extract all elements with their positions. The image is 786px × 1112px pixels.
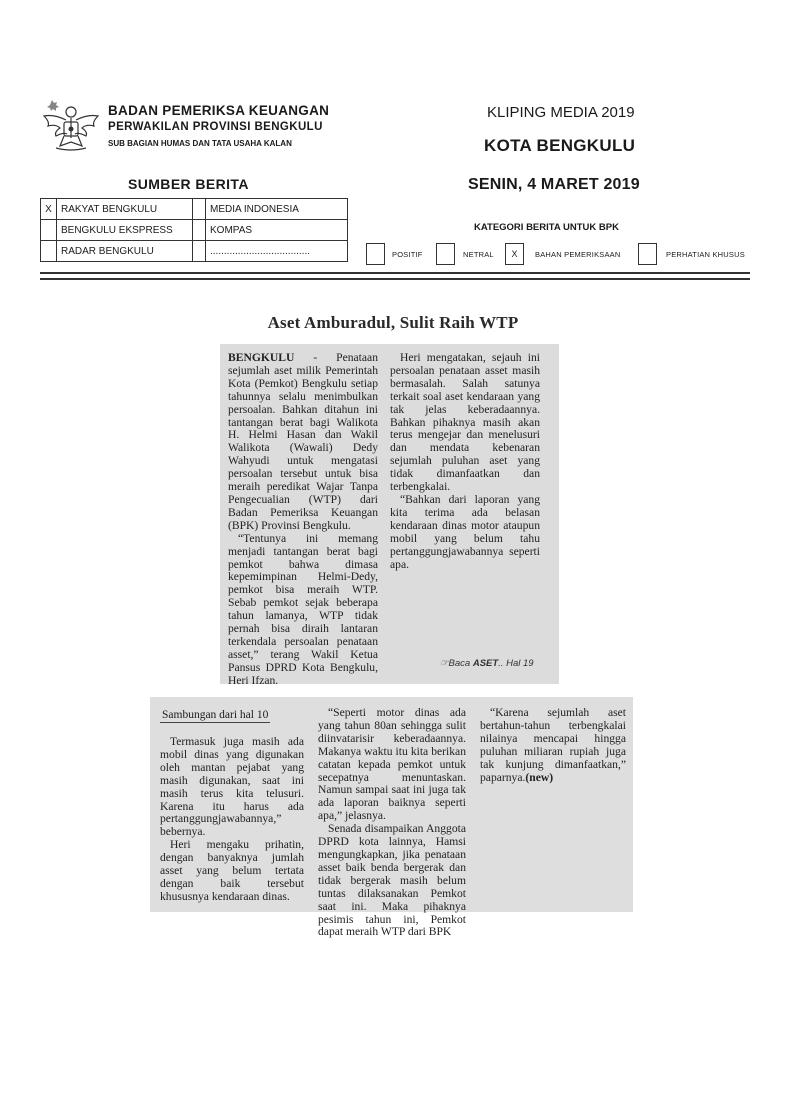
sumber-berita-title: SUMBER BERITA bbox=[128, 176, 249, 192]
article-paragraph: Heri mengatakan, sejauh ini persoalan penataan asset masih bermasalah. Salah satunya terkait soal aset kendaraan yang tak jelas keberadaannya. Bahkan pihaknya masih akan terus mengejar dan menelusuri dan mendata kebenaran sejumlah puluhan aset yang tidak dimanfaatkan dan terbengkalai. bbox=[390, 351, 540, 494]
kategori-netral-checkbox[interactable] bbox=[436, 243, 455, 265]
article-paragraph: Heri mengaku prihatin, dengan banyaknya jumlah asset yang belum tertata dengan baik tersebut khususnya kendaraan dinas. bbox=[160, 838, 304, 903]
article-column bbox=[228, 351, 378, 687]
source-name: KOMPAS bbox=[206, 220, 348, 241]
kliping-title: KLIPING MEDIA 2019 bbox=[487, 104, 635, 121]
article-paragraph: “Bahkan dari laporan yang kita terima ada belasan kendaraan dinas motor ataupun mobil yang belum tahu pertanggungjawabannya seperti apa. bbox=[390, 492, 540, 571]
article-dateline: BENGKULU bbox=[228, 351, 295, 364]
article-paragraph bbox=[228, 352, 378, 533]
source-name: RAKYAT BENGKULU bbox=[57, 199, 193, 220]
source-checkbox[interactable] bbox=[193, 199, 206, 220]
kategori-perhatian-checkbox[interactable] bbox=[638, 243, 657, 265]
source-name: .................................... bbox=[206, 241, 348, 262]
article-text: - Penataan sejumlah aset milik Pemerintah Kota (Pemkot) Bengkulu setiap tahunnya selalu menimbulkan persoalan. Bahkan ditahun ini tantangan berat bagi Walikota H. Helmi Hasan dan Wakil Walikota (Wawali) Dedy Wahyudi untuk mengatasi persoalan tersebut untuk bisa meraih peredikat Wajar Tanpa Pengecualian (WTP) dari Badan Pemeriksa Keuangan (BPK) Provinsi Bengkulu. bbox=[228, 351, 378, 532]
city-title: KOTA BENGKULU bbox=[484, 136, 636, 155]
source-checkbox[interactable] bbox=[193, 241, 206, 262]
kategori-title: KATEGORI BERITA UNTUK BPK bbox=[474, 222, 619, 233]
source-name: RADAR BENGKULU bbox=[57, 241, 193, 262]
article-paragraph: Termasuk juga masih ada mobil dinas yang digunakan oleh mantan pejabat yang masih digunakan, saat ini masih terus kita telusuri. Karena itu harus ada pertanggungjawabannya,” bebernya. bbox=[160, 735, 304, 839]
source-name: BENGKULU EKSPRESS bbox=[57, 220, 193, 241]
baca-page: .. Hal 19 bbox=[498, 658, 534, 669]
source-checkbox[interactable]: X bbox=[41, 199, 57, 220]
article-column bbox=[390, 352, 540, 656]
org-name: BADAN PEMERIKSA KEUANGAN bbox=[108, 103, 330, 118]
kategori-netral-label: NETRAL bbox=[463, 250, 494, 259]
table-row bbox=[41, 220, 348, 241]
table-row bbox=[41, 199, 348, 220]
article-text: “Karena sejumlah aset bertahun-tahun terbengkalai nilainya mencapai hingga puluhan miliaran rupiah juga tak kunjung dimanfaatkan,” paparnya. bbox=[480, 706, 626, 784]
kategori-bahan-label: BAHAN PEMERIKSAAN bbox=[535, 250, 621, 259]
baca-keyword: ASET bbox=[472, 658, 499, 669]
org-branch: PERWAKILAN PROVINSI BENGKULU bbox=[108, 121, 323, 133]
kategori-perhatian-label: PERHATIAN KHUSUS bbox=[666, 250, 745, 259]
baca-prefix: Baca bbox=[448, 658, 473, 669]
article-column bbox=[318, 706, 466, 939]
kategori-bahan-checkbox[interactable]: X bbox=[505, 243, 524, 265]
article-column bbox=[480, 707, 626, 903]
article-paragraph: “Seperti motor dinas ada yang tahun 80an sehingga sulit diinvatarisir keberadaannya. Makanya waktu itu kita berikan catatan kepada pemkot untuk secepatnya menuntaskan. Namun sampai saat ini juga tak ada laporan baiknya seperti apa,” jelasnya. bbox=[318, 706, 466, 823]
table-row bbox=[41, 241, 348, 262]
article-paragraph: “Tentunya ini memang menjadi tantangan berat bagi pemkot bahwa dimasa kepemimpinan Helmi-Dedy, pemkot bisa meraih WTP. Sebab pemkot sejak beberapa tahun lamanya, WTP tidak pernah bisa diraih lantaran terkendala persoalan penataan asset,” terang Wakil Ketua Pansus DPRD Kota Bengkulu, Heri Ifzan. bbox=[228, 531, 378, 687]
sambungan-label: Sambungan dari hal 10 bbox=[162, 709, 269, 721]
garuda-emblem-icon bbox=[40, 92, 102, 154]
article-paragraph: Senada disampaikan Anggota DPRD kota lainnya, Hamsi mengungkapkan, jika penataan asset baik benda bergerak dan tidak bergerak masih belum tuntas dilaksanakan Pemkot saat ini. Maka pihaknya pesimis tahun ini, Pemkot dapat meraih WTP dari BPK bbox=[318, 822, 466, 939]
article-headline: Aset Amburadul, Sulit Raih WTP bbox=[267, 313, 519, 332]
date-title: SENIN, 4 MARET 2019 bbox=[468, 176, 640, 193]
source-checkbox[interactable] bbox=[193, 220, 206, 241]
source-name: MEDIA INDONESIA bbox=[206, 199, 348, 220]
org-subdivision: SUB BAGIAN HUMAS DAN TATA USAHA KALAN bbox=[108, 139, 292, 148]
continued-reference bbox=[440, 658, 534, 669]
article-paragraph bbox=[480, 707, 626, 784]
divider bbox=[40, 272, 750, 274]
article-byline: (new) bbox=[525, 770, 554, 784]
kategori-positif-label: POSITIF bbox=[392, 250, 423, 259]
divider bbox=[40, 278, 750, 280]
kategori-positif-checkbox[interactable] bbox=[366, 243, 385, 265]
source-checkbox[interactable] bbox=[41, 241, 57, 262]
sumber-berita-table bbox=[40, 198, 348, 262]
pointing-hand-icon: ☞ bbox=[440, 658, 449, 669]
article-column bbox=[160, 736, 304, 908]
source-checkbox[interactable] bbox=[41, 220, 57, 241]
